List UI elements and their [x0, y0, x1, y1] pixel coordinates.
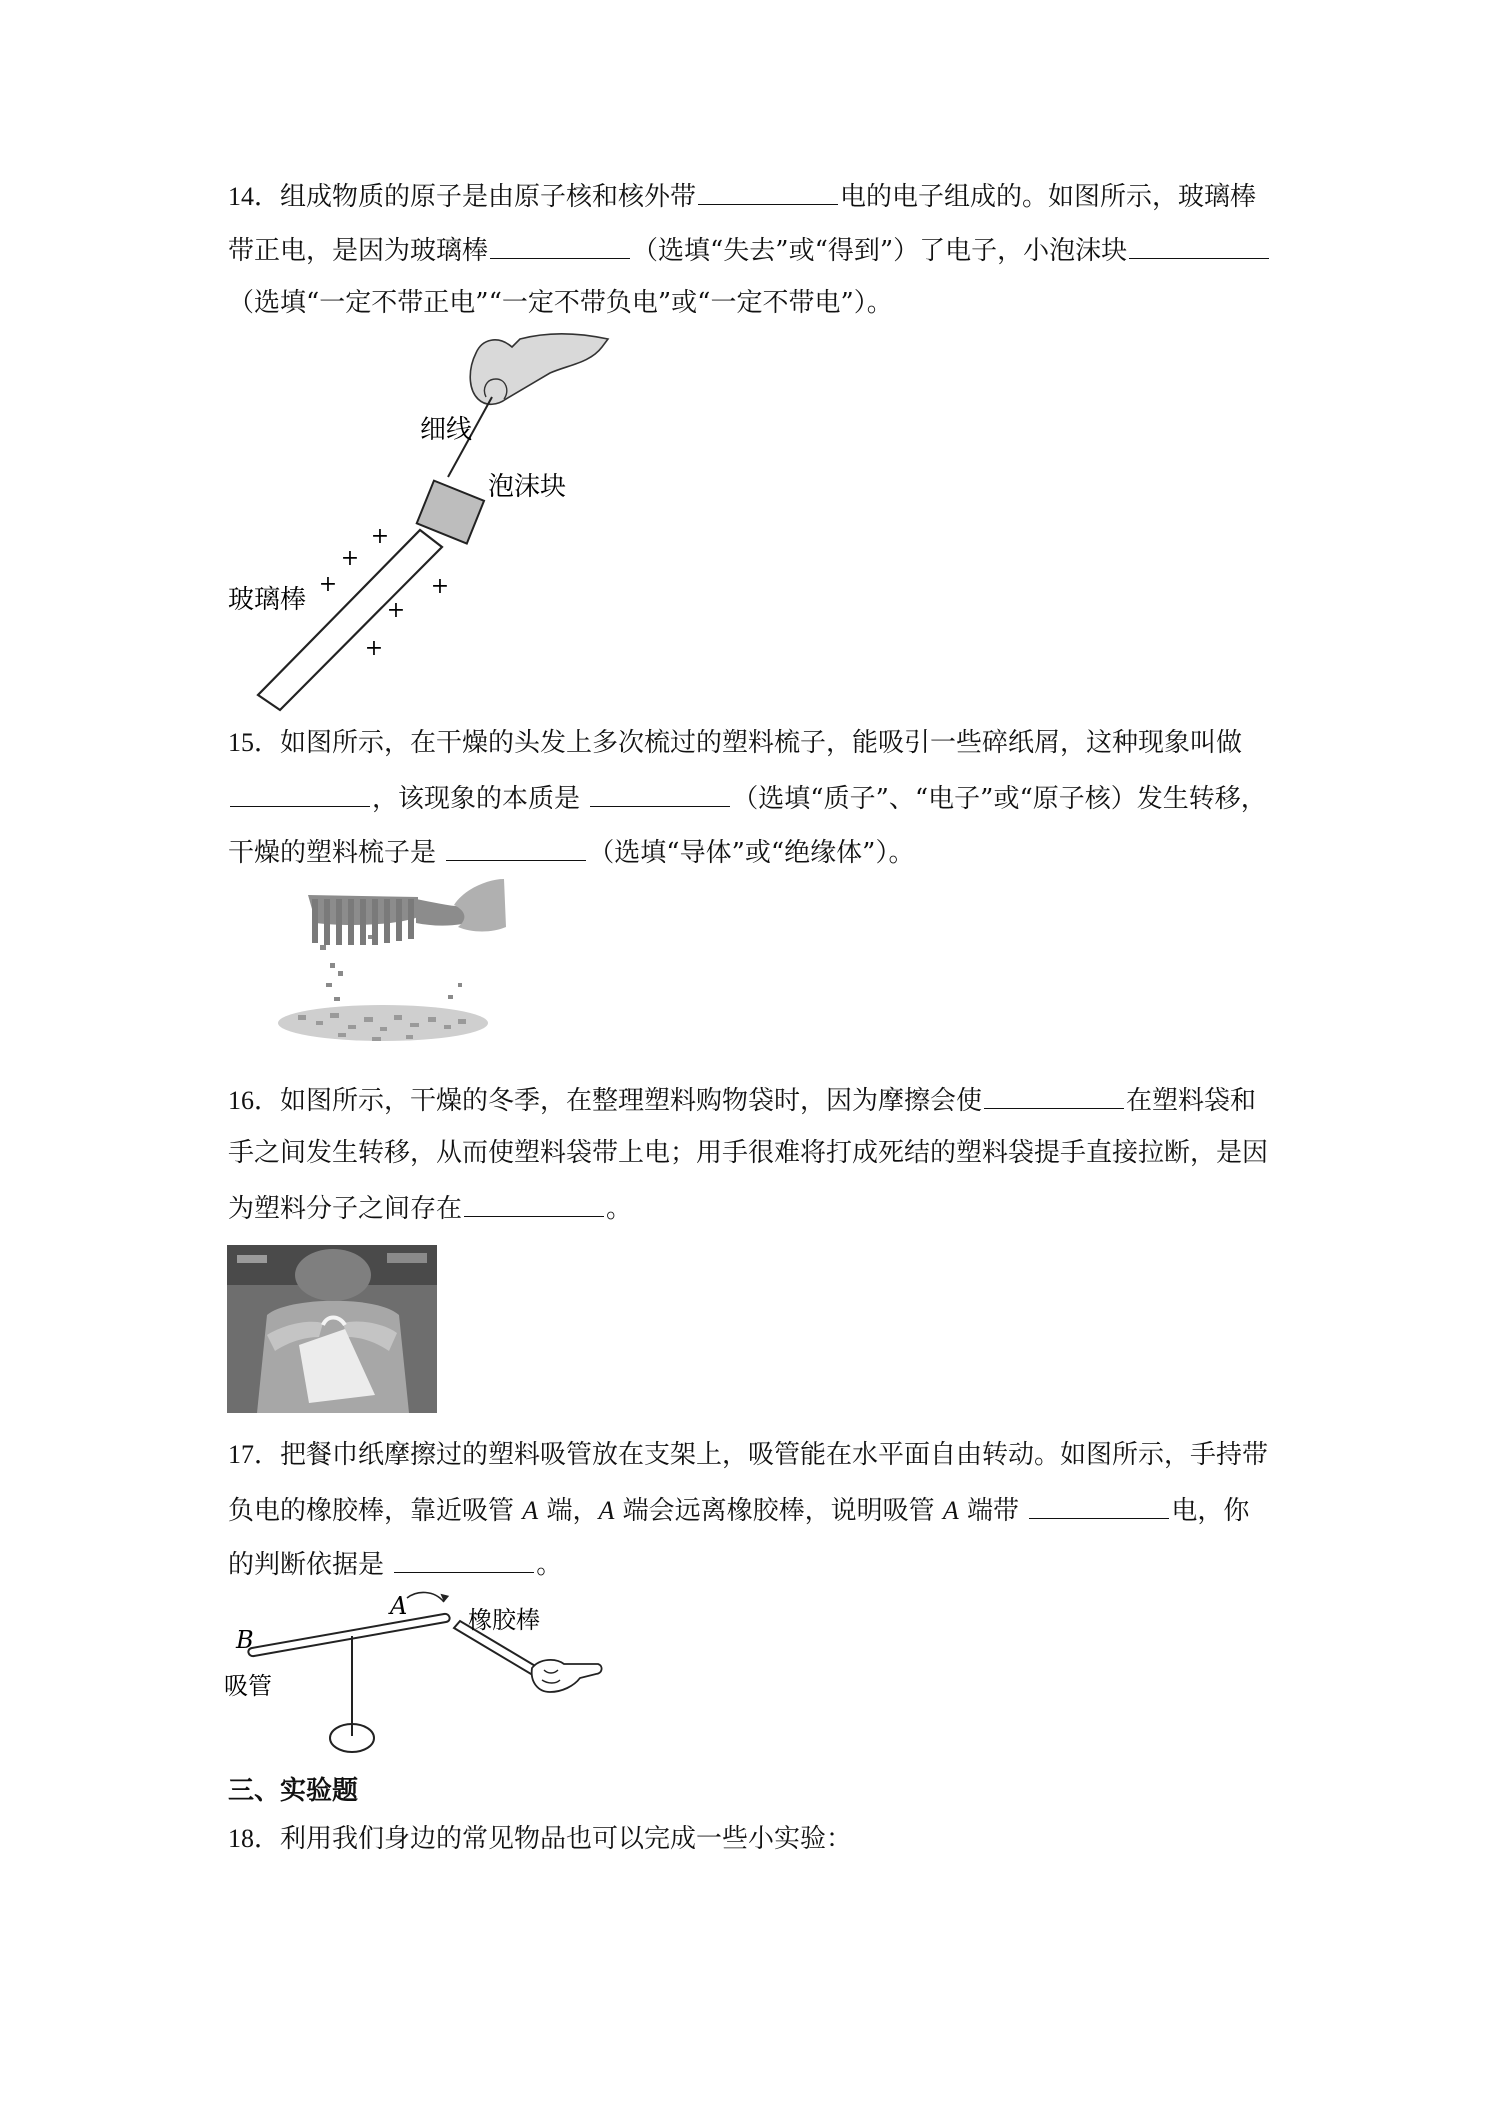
foam-label: 泡沫块	[488, 472, 567, 502]
q16-line-2	[228, 1136, 1268, 1170]
q14-blank-3[interactable]	[1129, 232, 1269, 259]
q15-line-3	[228, 834, 914, 870]
q14-text-2a: 带正电，是因为玻璃棒	[228, 236, 489, 266]
q16-text-1b: 在塑料袋和	[1126, 1086, 1257, 1116]
q17-text-2a: 负电的橡胶棒，靠近吸管	[228, 1496, 515, 1526]
q15-text-3a: 干燥的塑料梳子是	[228, 838, 437, 868]
straw	[248, 1614, 449, 1656]
q17-figure	[222, 1588, 622, 1763]
glass-rod-label: 玻璃棒	[228, 585, 307, 615]
q17-text-3a: 的判断依据是	[228, 1550, 385, 1580]
q16-line-1	[228, 1082, 1256, 1118]
q14-blank-1[interactable]	[698, 178, 838, 205]
q16-text-1a: 如图所示，干燥的冬季，在整理塑料购物袋时，因为摩擦会使	[280, 1086, 983, 1116]
q15-line-2	[228, 780, 1267, 816]
q15-blank-1[interactable]	[230, 780, 370, 807]
plus-sign: +	[430, 574, 450, 599]
q17-line-1	[228, 1438, 1268, 1472]
q16-text-3a: 为塑料分子之间存在	[228, 1194, 463, 1224]
q14-number: 14．	[228, 182, 281, 211]
q18-number: 18．	[228, 1824, 281, 1853]
q15-blank-2[interactable]	[590, 780, 730, 807]
plus-sign: +	[340, 546, 360, 571]
label-a: A	[390, 1592, 408, 1620]
q14-figure	[220, 325, 640, 725]
rotation-arrow-icon	[407, 1592, 444, 1602]
plastic-bag-photo	[227, 1245, 437, 1413]
q17-label-a-3: A	[942, 1496, 959, 1525]
q17-text-3b: 。	[536, 1550, 563, 1580]
plus-sign: +	[370, 524, 390, 549]
straw-label: 吸管	[224, 1672, 272, 1700]
q16-number: 16．	[228, 1086, 281, 1115]
q17-text-1: 把餐巾纸摩擦过的塑料吸管放在支架上，吸管能在水平面自由转动。如图所示，手持带	[280, 1440, 1269, 1470]
q14-blank-2[interactable]	[490, 232, 630, 259]
q14-text-3: （选填“一定不带正电”“一定不带负电”或“一定不带电”）。	[228, 288, 893, 318]
q15-text-2a: ，该现象的本质是	[372, 784, 581, 814]
q15-blank-3[interactable]	[446, 834, 586, 861]
q14-text-1a: 组成物质的原子是由原子核和核外带	[280, 182, 697, 212]
q15-line-1	[228, 726, 1242, 760]
section-title: 三、实验题	[228, 1776, 359, 1806]
q18-line-1	[228, 1822, 852, 1856]
plus-sign: +	[386, 598, 406, 623]
q15-number: 15．	[228, 728, 281, 757]
q14-text-1b: 电的电子组成的。如图所示，玻璃棒	[840, 182, 1257, 212]
q15-text-3b: （选填“导体”或“绝缘体”）。	[588, 838, 915, 868]
q17-label-a-1: A	[522, 1496, 539, 1525]
q16-text-3b: 。	[606, 1194, 633, 1224]
q17-label-a-2: A	[598, 1496, 615, 1525]
q18-text: 利用我们身边的常见物品也可以完成一些小实验：	[280, 1824, 853, 1854]
q15-text-1: 如图所示，在干燥的头发上多次梳过的塑料梳子，能吸引一些碎纸屑，这种现象叫做	[280, 728, 1243, 758]
q17-blank-1[interactable]	[1029, 1492, 1169, 1519]
label-b: B	[236, 1626, 254, 1654]
rubber-rod-label: 橡胶棒	[468, 1606, 540, 1634]
q17-text-2c: 端会远离橡胶棒，说明吸管	[622, 1496, 935, 1526]
q14-text-2b: （选填“失去”或“得到”）了电子，小泡沫块	[632, 236, 1128, 266]
q17-text-2d: 端带	[967, 1496, 1020, 1526]
q16-line-3	[228, 1190, 632, 1226]
q17-blank-2[interactable]	[394, 1546, 534, 1573]
q14-line-2	[228, 232, 1271, 268]
q16-blank-1[interactable]	[984, 1082, 1124, 1109]
plus-sign: +	[364, 636, 384, 661]
q17-number: 17．	[228, 1440, 281, 1469]
q17-line-2	[228, 1492, 1249, 1528]
q15-text-2b: （选填“质子”、“电子”或“原子核）发生转移，	[732, 784, 1267, 814]
comb-photo	[268, 875, 508, 1050]
hand-icon	[470, 334, 608, 405]
hand-icon	[532, 1660, 602, 1692]
q16-blank-2[interactable]	[464, 1190, 604, 1217]
thread-label: 细线	[420, 415, 473, 445]
q17-text-2b: 端，	[546, 1496, 599, 1526]
q17-text-2e: 电，你	[1171, 1496, 1250, 1526]
q14-line-3	[228, 286, 893, 320]
plus-sign: +	[318, 572, 338, 597]
q16-text-2: 手之间发生转移，从而使塑料袋带上电；用手很难将打成死结的塑料袋提手直接拉断，是因	[228, 1138, 1269, 1168]
q17-line-3	[228, 1546, 562, 1582]
q14-line-1	[228, 178, 1256, 214]
